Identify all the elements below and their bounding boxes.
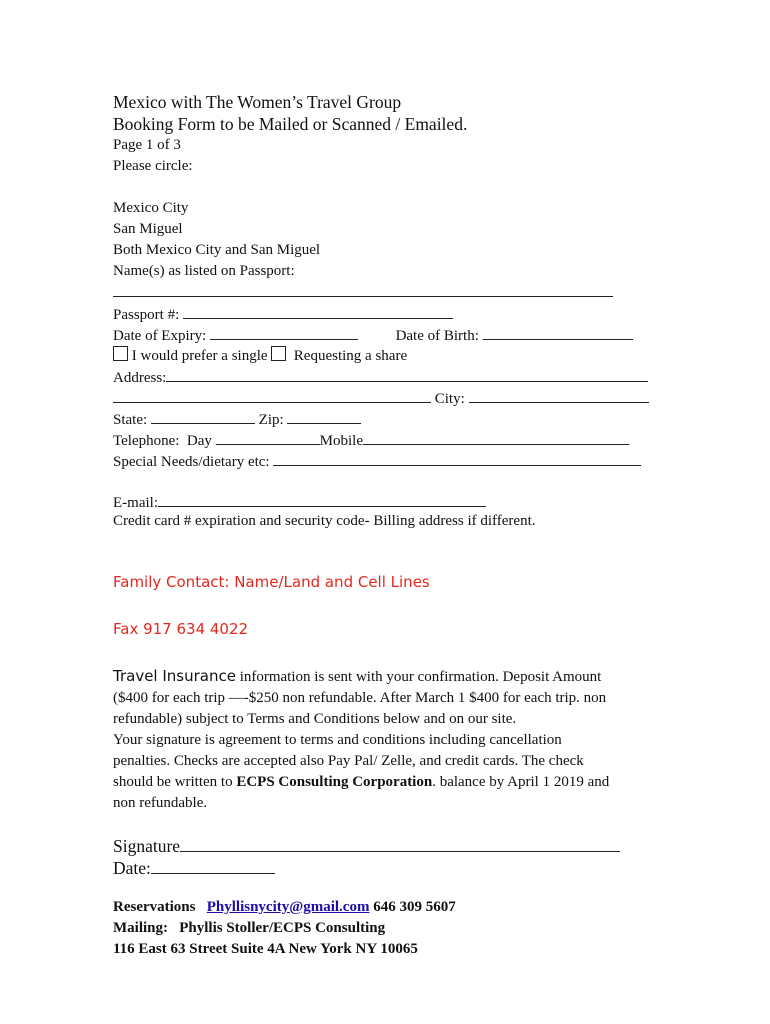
insurance-heading: Travel Insurance: [113, 667, 236, 685]
mobile-label: Mobile: [319, 433, 364, 449]
reservations-phone: 646 309 5607: [373, 899, 456, 915]
single-checkbox[interactable]: [113, 346, 128, 361]
email-field[interactable]: [158, 492, 486, 507]
page-number: Page 1 of 3: [113, 137, 181, 153]
expiry-field[interactable]: [210, 325, 358, 340]
address-field[interactable]: [166, 367, 648, 382]
state-label: State:: [113, 412, 148, 428]
special-needs-field[interactable]: [273, 451, 641, 466]
city-field[interactable]: [469, 388, 649, 403]
insurance-line-5: penalties. Checks are accepted also Pay Pal/ Zelle, and credit cards. The check: [113, 753, 584, 769]
mailing-line: Mailing: Phyllis Stoller/ECPS Consulting: [113, 920, 386, 936]
telephone-label: Telephone: Day: [113, 433, 212, 449]
insurance-line-2: ($400 for each trip —-$250 non refundable. After March 1 $400 for each trip. non: [113, 690, 607, 706]
form-subtitle: Booking Form to be Mailed or Scanned / Emailed.: [113, 114, 468, 134]
insurance-line-7: non refundable.: [113, 795, 208, 811]
date-label: Date:: [113, 858, 151, 878]
date-field[interactable]: [151, 857, 275, 874]
insurance-line-1: information is sent with your confirmation. Deposit Amount: [235, 669, 602, 685]
signature-label: Signature: [113, 836, 181, 856]
telephone-day-field[interactable]: [216, 430, 320, 445]
option-both[interactable]: Both Mexico City and San Miguel: [113, 242, 321, 258]
option-san-miguel[interactable]: San Miguel: [113, 221, 183, 237]
fax-number: Fax 917 634 4022: [113, 620, 249, 638]
share-label: Requesting a share: [293, 348, 408, 364]
passport-number-label: Passport #:: [113, 307, 180, 323]
insurance-line-6a: should be written to: [113, 774, 237, 790]
state-field[interactable]: [151, 409, 255, 424]
passport-names-field[interactable]: [113, 282, 613, 297]
address-field-2[interactable]: [113, 388, 431, 403]
mobile-field[interactable]: [363, 430, 629, 445]
expiry-label: Date of Expiry:: [113, 328, 207, 344]
reservations-email-link[interactable]: Phyllisnycity@gmail.com: [206, 899, 370, 915]
option-mexico-city[interactable]: Mexico City: [113, 200, 189, 216]
email-label: E-mail:: [113, 495, 158, 511]
share-checkbox[interactable]: [271, 346, 286, 361]
special-needs-label: Special Needs/dietary etc:: [113, 454, 270, 470]
passport-number-field[interactable]: [183, 304, 453, 319]
company-name: ECPS Consulting Corporation: [236, 774, 433, 790]
signature-field[interactable]: [180, 835, 620, 852]
single-label: I would prefer a single: [131, 348, 268, 364]
passport-names-label: Name(s) as listed on Passport:: [113, 263, 295, 279]
address-label: Address:: [113, 370, 167, 386]
credit-card-note: Credit card # expiration and security code- Billing address if different.: [113, 513, 536, 529]
zip-label: Zip:: [258, 412, 284, 428]
birth-label: Date of Birth:: [395, 328, 479, 344]
mailing-address: 116 East 63 Street Suite 4A New York NY 10065: [113, 941, 418, 957]
circle-instruction: Please circle:: [113, 158, 193, 174]
reservations-label: Reservations: [113, 899, 196, 915]
insurance-terms: [113, 666, 663, 814]
zip-field[interactable]: [287, 409, 361, 424]
insurance-line-3: refundable) subject to Terms and Conditions below and on our site.: [113, 711, 517, 727]
form-title: Mexico with The Women’s Travel Group: [113, 92, 402, 112]
city-label: City:: [434, 391, 465, 407]
birth-field[interactable]: [483, 325, 633, 340]
insurance-line-4: Your signature is agreement to terms and conditions including cancellation: [113, 732, 562, 748]
insurance-line-6b: . balance by April 1 2019 and: [432, 774, 610, 790]
family-contact-heading: Family Contact: Name/Land and Cell Lines: [113, 573, 430, 591]
